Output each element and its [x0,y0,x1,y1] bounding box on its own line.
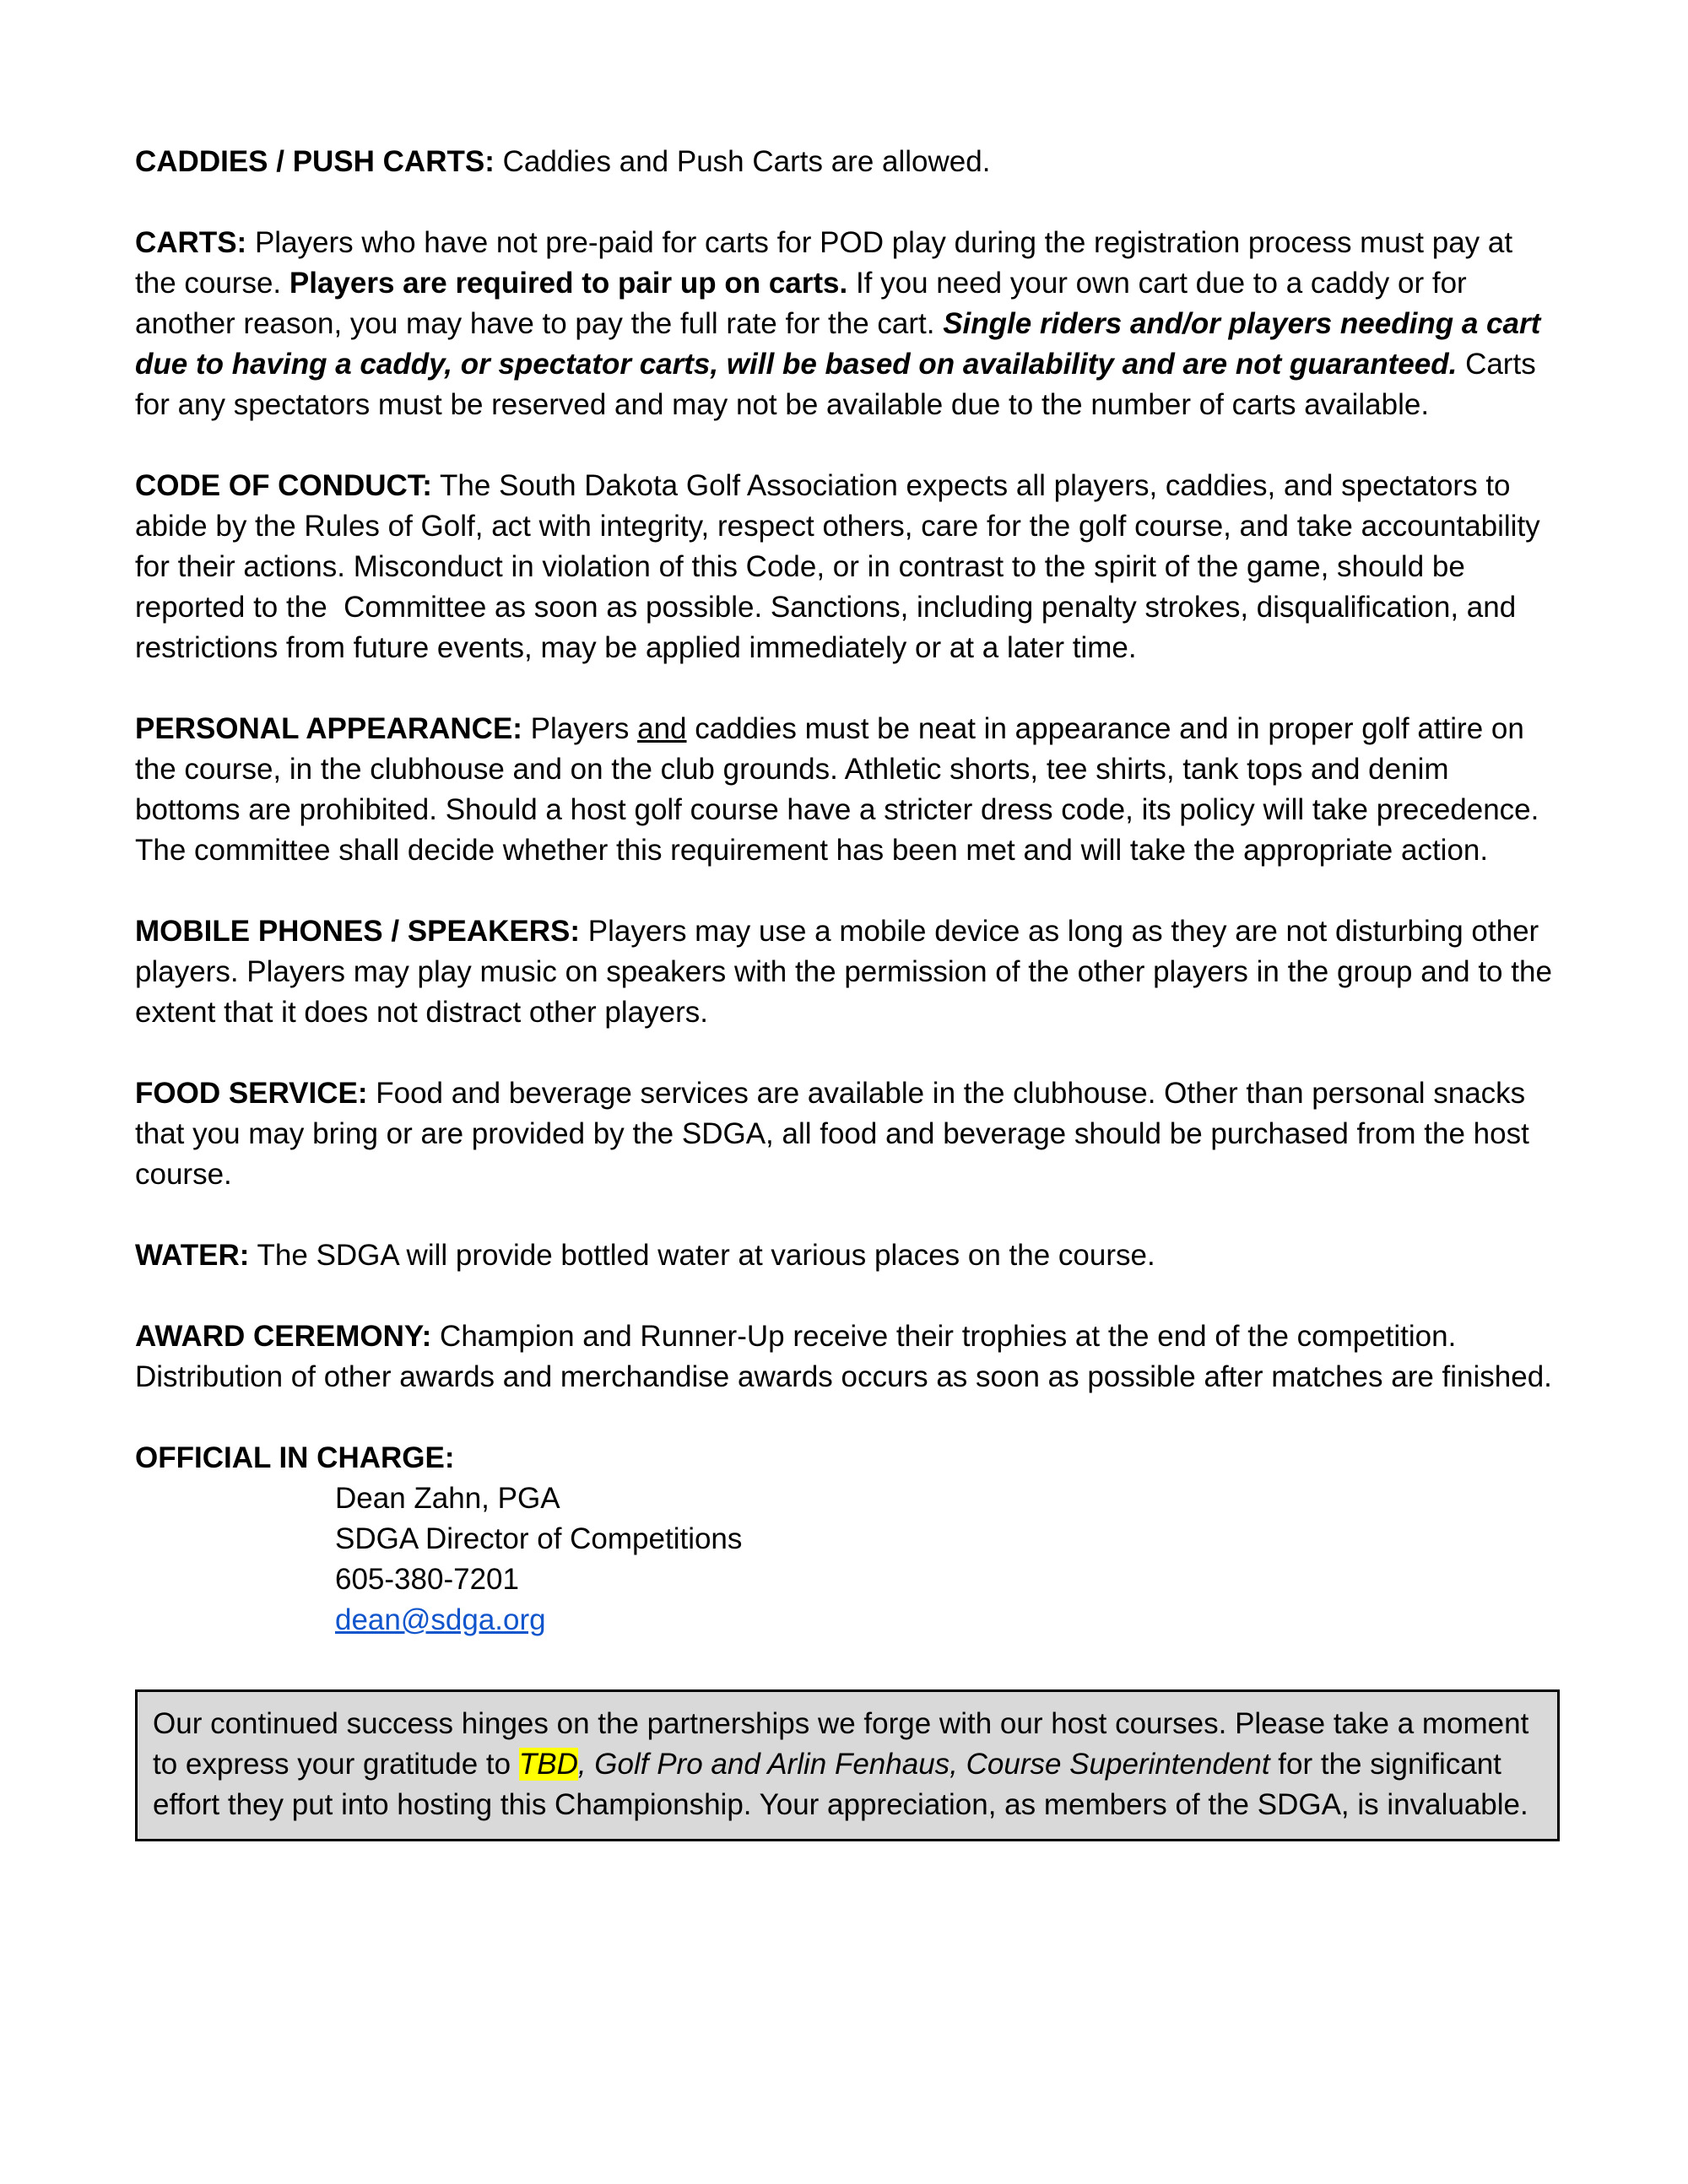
text-run: AWARD CEREMONY: [135,1320,432,1353]
official-in-charge-heading [135,1438,1553,1479]
text-run: and [637,712,687,745]
text-run: CARTS: [135,226,247,259]
host-course-note-box [135,1689,1560,1841]
text-run: for the significant effort they put into hosting this Championship. Your appreciation, as members of the SDGA, is invaluable. [153,1748,1528,1821]
text-run: caddies must be neat in appearance and in proper golf attire on the course, in the clubhouse and on the club grounds. Athletic shorts, tee shirts, tank tops and denim bottoms are prohibited. Should a host golf course have a stricter dress code, its policy will take precedence. The committee shall decide whether this requirement has been met and will take the appropriate action. [135,712,1547,867]
text-run: If you need your own cart due to a caddy or for another reason, you may have to pay the full rate for the cart. [135,267,1475,340]
paragraph-carts [135,223,1553,425]
text-run: Our continued success hinges on the partnerships we forge with our host courses. Please take a moment to express your gratitude to [153,1707,1538,1781]
text-run: Players [522,712,638,745]
official-in-charge-heading-text: OFFICIAL IN CHARGE: [135,1441,455,1474]
text-run: PERSONAL APPEARANCE: [135,712,522,745]
paragraph-mobile-phones-speakers [135,911,1561,1033]
text-run: Food and beverage services are available in the clubhouse. Other than personal snacks that you may bring or are provided by the SDGA, all food and beverage should be purchased from the host course. [135,1077,1538,1191]
official-name: Dean Zahn, PGA [335,1482,560,1515]
text-run: , Golf Pro and Arlin Fenhaus, Course Superintendent [577,1748,1270,1781]
text-run: The South Dakota Golf Association expects all players, caddies, and spectators to abide by the Rules of Golf, act with integrity, respect others, care for the golf course, and take accountability for their actions. Misconduct in violation of this Code, or in contrast to the spirit of the game, should be reported to the Committee as soon as possible. Sanctions, including penalty strokes, disqualification, and restrictions from future events, may be applied immediately or at a later time. [135,469,1549,664]
text-run: WATER: [135,1239,250,1272]
text-run: TBD [518,1748,578,1781]
text-run: Players are required to pair up on carts. [289,267,848,300]
paragraph-award-ceremony [135,1316,1553,1397]
official-title: SDGA Director of Competitions [335,1522,743,1555]
official-in-charge-block [135,1479,1553,1641]
text-run: Champion and Runner-Up receive their trophies at the end of the competition. Distribution of other awards and merchandise awards occurs as soon as possible after matches are finished. [135,1320,1552,1393]
text-run: Single riders and/or players needing a cart due to having a caddy, or spectator carts, will be based on availability and are not guaranteed. [135,307,1549,381]
paragraph-personal-appearance [135,709,1553,871]
text-run: Players may use a mobile device as long as they are not disturbing other players. Players may play music on speakers with the permission of the other players in the group and to the extent that it does not distract other players. [135,915,1561,1029]
official-phone: 605-380-7201 [335,1563,519,1596]
paragraph-caddies-push-carts [135,142,1553,182]
text-run: MOBILE PHONES / SPEAKERS: [135,915,581,948]
text-run: The SDGA will provide bottled water at various places on the course. [249,1239,1155,1272]
paragraph-food-service [135,1073,1553,1195]
paragraph-water [135,1235,1553,1276]
text-run: Caddies and Push Carts are allowed. [494,145,991,178]
text-run: Players who have not pre-paid for carts for POD play during the registration process must pay at the course. [135,226,1521,300]
host-course-note-paragraph [153,1704,1539,1825]
paragraph-code-of-conduct [135,466,1553,668]
official-email-link[interactable]: dean@sdga.org [335,1603,546,1636]
official-email-line [135,1600,1553,1641]
text-run: FOOD SERVICE: [135,1077,368,1110]
text-run: CODE OF CONDUCT: [135,469,432,502]
text-run: CADDIES / PUSH CARTS: [135,145,495,178]
text-run: Carts for any spectators must be reserved and may not be available due to the number of carts available. [135,348,1545,421]
